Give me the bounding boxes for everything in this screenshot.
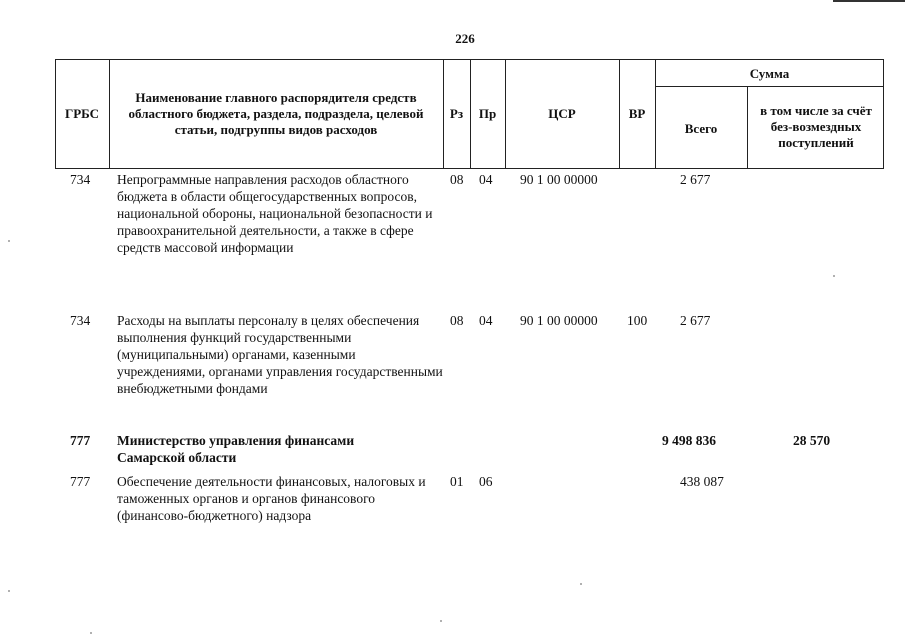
cell-grbs: 777	[70, 433, 91, 448]
col-border	[109, 59, 110, 169]
cell-csr: 90 1 00 00000	[520, 172, 598, 187]
cell-pr: 04	[479, 313, 493, 328]
scan-speck	[580, 583, 582, 585]
cell-name: Обеспечение деятельности финансовых, налоговых и таможенных органов и органов финансового (финансово-бюджетного) надзора	[117, 474, 426, 523]
cell-pr: 04	[479, 172, 493, 187]
corner-rule	[833, 0, 905, 2]
cell-rz: 08	[450, 313, 464, 328]
header-csr: ЦСР	[548, 106, 576, 121]
header-incl: в том числе за счёт без-возмездных поступлений	[760, 103, 872, 150]
cell-rz: 01	[450, 474, 464, 489]
scan-speck	[90, 632, 92, 634]
cell-vsego: 2 677	[680, 172, 711, 187]
cell-vsego: 9 498 836	[662, 433, 716, 448]
header-name: Наименование главного распорядителя средств областного бюджета, раздела, подраздела, целевой статьи, подгруппы видов расходов	[128, 90, 424, 137]
page-number: 226	[455, 31, 475, 46]
col-border	[747, 86, 748, 169]
scan-speck	[833, 275, 835, 277]
cell-pr: 06	[479, 474, 493, 489]
cell-name: Непрограммные направления расходов областного бюджета в области общегосударственных вопросов, национальной обороны, национальной безопасности и правоохранительной деятельности, а также в сфере средств массовой информации	[117, 172, 433, 255]
cell-name: Расходы на выплаты персоналу в целях обеспечения выполнения функций государственными (муниципальными) органами, казенными учреждениями, органами управления государственными внебюджетными фондами	[117, 313, 443, 396]
header-summa: Сумма	[749, 65, 790, 81]
cell-incl: 28 570	[793, 433, 831, 448]
scan-speck	[440, 620, 442, 622]
cell-name: Министерство управления финансами Самарской области	[117, 433, 355, 465]
cell-vsego: 2 677	[680, 313, 711, 328]
header-vr: ВР	[628, 106, 646, 121]
header-vsego: Всего	[684, 121, 718, 136]
cell-grbs: 734	[70, 172, 91, 187]
cell-grbs: 777	[70, 474, 91, 489]
scan-speck	[8, 590, 10, 592]
cell-csr: 90 1 00 00000	[520, 313, 598, 328]
header-rz: Рз	[449, 106, 464, 121]
cell-rz: 08	[450, 172, 464, 187]
header-pr: Пр	[478, 106, 497, 121]
cell-vr: 100	[627, 313, 648, 328]
table-header	[55, 59, 884, 169]
header-grbs: ГРБС	[64, 106, 100, 121]
cell-grbs: 734	[70, 313, 91, 328]
cell-vsego: 438 087	[680, 474, 724, 489]
scan-speck	[8, 240, 10, 242]
